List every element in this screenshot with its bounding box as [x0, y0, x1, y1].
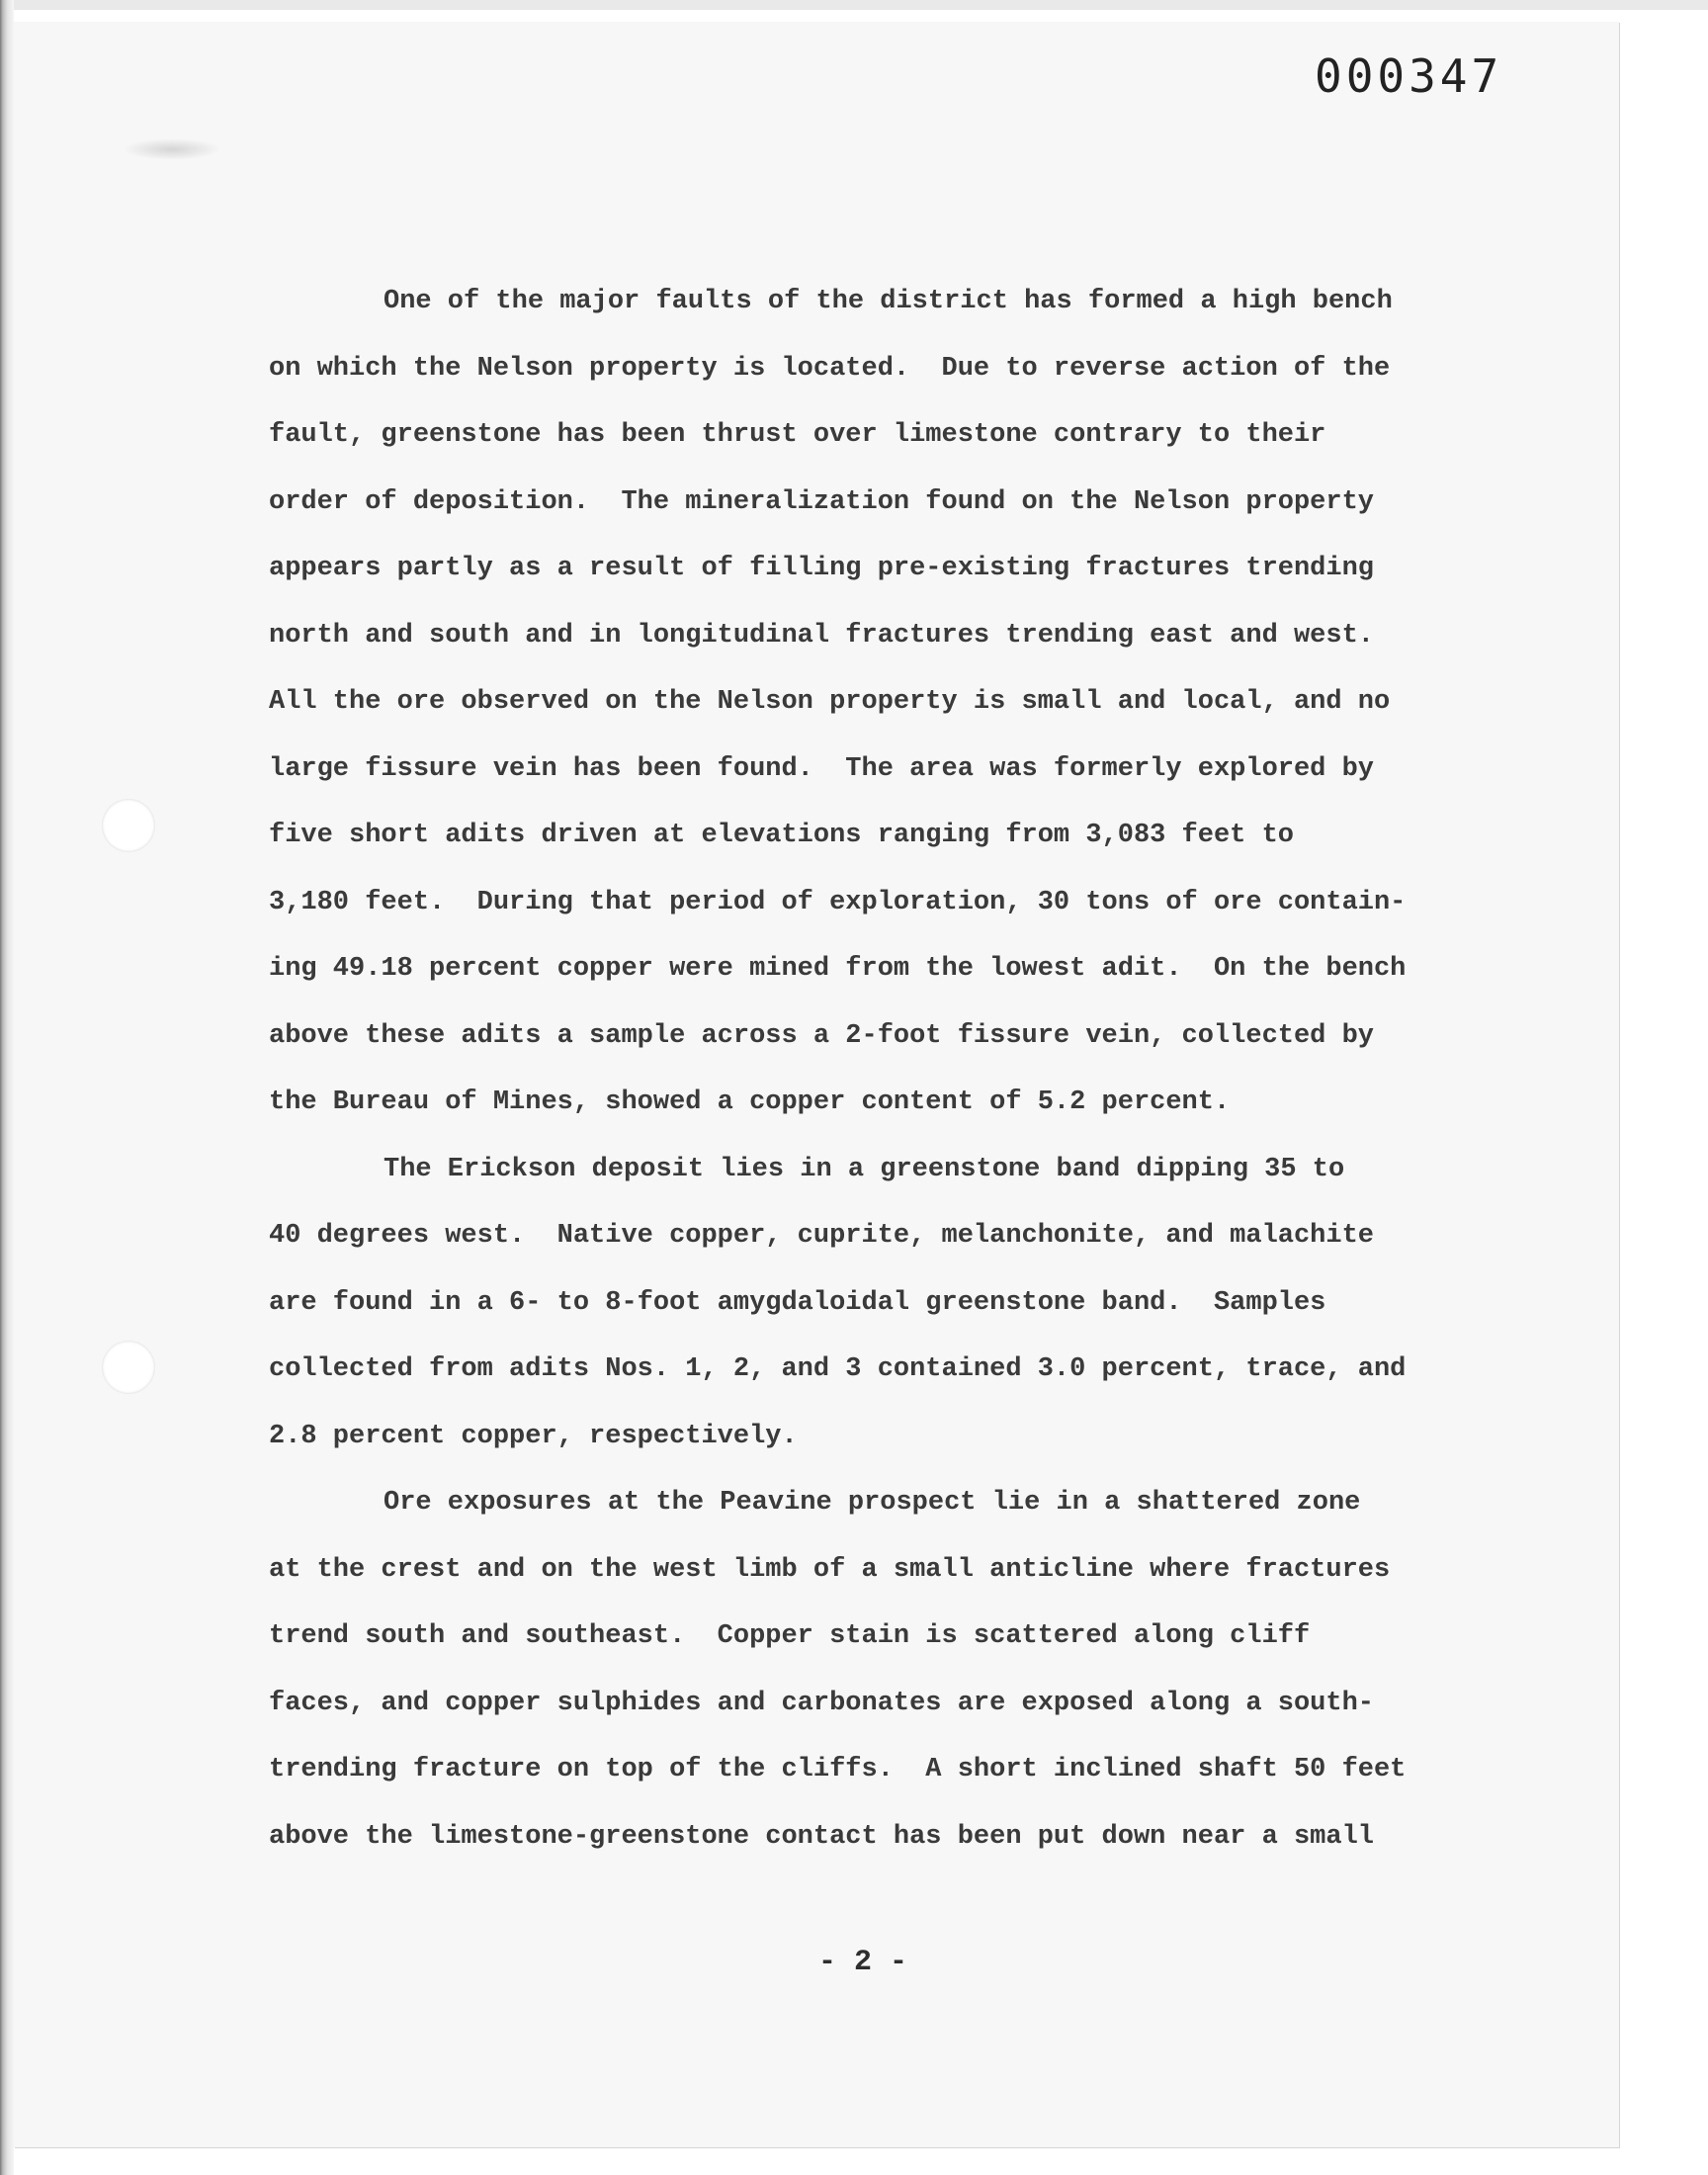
text-line: Ore exposures at the Peavine prospect lie in a shattered zone [384, 1488, 1361, 1518]
text-line: fault, greenstone has been thrust over limestone contrary to their [269, 420, 1326, 450]
text-line: One of the major faults of the district has formed a high bench [384, 287, 1393, 316]
text-line: 40 degrees west. Native copper, cuprite, melanchonite, and malachite [269, 1221, 1374, 1251]
text-line: The Erickson deposit lies in a greenstone band dipping 35 to [384, 1154, 1345, 1184]
text-line: the Bureau of Mines, showed a copper content of 5.2 percent. [269, 1088, 1231, 1117]
text-line: above these adits a sample across a 2-foot fissure vein, collected by [269, 1020, 1374, 1051]
scan-border-left [0, 0, 14, 2175]
text-line: faces, and copper sulphides and carbonates are exposed along a south- [269, 1688, 1374, 1718]
text-line: 2.8 percent copper, respectively. [269, 1421, 798, 1451]
text-line: All the ore observed on the Nelson property is small and local, and no [269, 687, 1391, 717]
punch-hole-lower [102, 1341, 155, 1394]
text-line: above the limestone-greenstone contact has been put down near a small [269, 1821, 1374, 1852]
text-line: five short adits driven at elevations ranging from 3,083 feet to [269, 821, 1294, 850]
text-line: collected from adits Nos. 1, 2, and 3 contained 3.0 percent, trace, and [269, 1354, 1407, 1384]
body-text [269, 269, 1455, 1870]
document-number: 000347 [1315, 49, 1503, 103]
text-line: at the crest and on the west limb of a small anticline where fractures [269, 1554, 1391, 1585]
text-line: on which the Nelson property is located. Due to reverse action of the [269, 353, 1391, 384]
text-line: large fissure vein has been found. The area was formerly explored by [269, 753, 1374, 784]
text-line: ing 49.18 percent copper were mined from the lowest adit. On the bench [269, 954, 1407, 984]
text-line: trending fracture on top of the cliffs. A short inclined shaft 50 feet [269, 1755, 1407, 1784]
text-line: are found in a 6- to 8-foot amygdaloidal greenstone band. Samples [269, 1287, 1326, 1318]
text-line: trend south and southeast. Copper stain is scattered along cliff [269, 1621, 1311, 1651]
text-line: north and south and in longitudinal fractures trending east and west. [269, 620, 1374, 651]
ink-smudge [123, 138, 221, 160]
punch-hole-upper [102, 799, 155, 852]
text-line: 3,180 feet. During that period of exploration, 30 tons of ore contain- [269, 887, 1407, 917]
scan-border-top [0, 0, 1708, 10]
text-line: order of deposition. The mineralization found on the Nelson property [269, 486, 1374, 517]
page-number: - 2 - [818, 1946, 908, 1979]
text-line: appears partly as a result of filling pre-existing fractures trending [269, 554, 1374, 583]
